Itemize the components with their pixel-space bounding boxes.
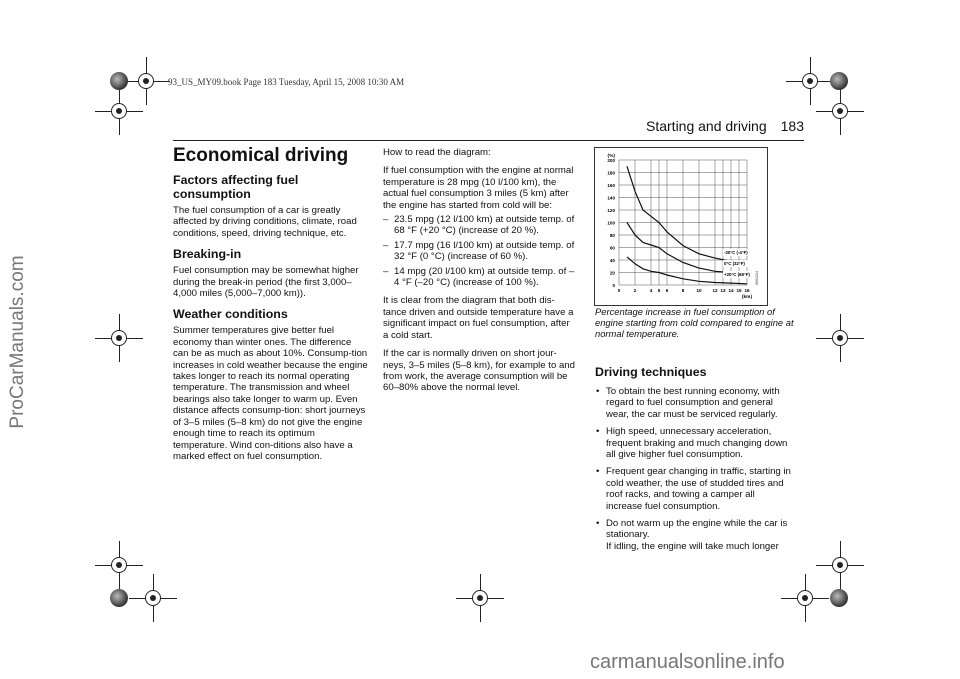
x-tick-label: 15: [736, 288, 742, 293]
y-tick-label: 120: [607, 207, 615, 213]
driving-techniques-list: [595, 386, 791, 552]
right-column: [595, 365, 791, 559]
footer-watermark: carmanualsonline.info: [590, 651, 785, 673]
section-heading: Weather conditions: [173, 307, 288, 322]
list-item: • Do not warm up the engine while the car is stationary. If idling, the engine will take much longer: [595, 518, 791, 552]
section-body: Summer temperatures give better fuel economy than winter ones. The difference can be as much as about 10%. Consump-tion increases in cold weather because the engine takes longer to reach its normal operating temperature. The transmission and wheel bearings also take longer to warm up. Even distance affects consump-tion: short journeys of 3–5 miles (5–8 km) do not give the engine enough time to reach its optimum temperature. Wind con-ditions also have a marked effect on fuel consumption.: [173, 325, 368, 462]
consumption-list: [383, 214, 577, 288]
x-tick-label: 14: [728, 288, 734, 293]
list-item: – 23.5 mpg (12 l/100 km) at outside temp. of 68 °F (+20 °C) (increase of 20 %).: [383, 214, 577, 237]
series-label: 0°C (32°F): [724, 261, 745, 266]
registration-mark: [119, 565, 120, 566]
registration-mark: [840, 565, 841, 566]
x-tick-label: 6: [665, 288, 669, 293]
y-tick-label: 40: [609, 257, 615, 263]
y-tick-label: 0: [612, 282, 615, 288]
section-body: The fuel consumption of a car is greatly affected by driving conditions, climate, road conditions, speed, driving technique, etc.: [173, 205, 357, 239]
y-unit-label: (%): [607, 154, 615, 159]
list-item: – 14 mpg (20 l/100 km) at outside temp. of –4 °F (–20 °C) (increase of 100 %).: [383, 266, 577, 289]
x-tick-label: 10: [696, 288, 702, 293]
header-rule: [173, 140, 804, 141]
x-unit-label: (km): [741, 295, 753, 300]
x-tick-label: 12: [712, 288, 718, 293]
registration-mark: [146, 81, 147, 82]
section-body: Fuel consumption may be somewhat higher during the break-in period (the first 3,000–4,000 miles (5,000–7,000 km)).: [173, 265, 359, 300]
diagram-explanation: If fuel consumption with the engine at normal temperature is 28 mpg (10 l/100 km), the actual fuel consumption 3 miles (5 km) after the engine has started from cold will be:: [383, 165, 574, 211]
list-item: • High speed, unnecessary acceleration, frequent braking and much changing down all give higher fuel consumption.: [595, 426, 791, 460]
fuel-consumption-chart: [594, 147, 768, 306]
registration-mark: [480, 598, 481, 599]
series-label: +20°C (68°F): [724, 272, 750, 277]
section-weather: [173, 307, 369, 462]
y-tick-label: 80: [609, 232, 615, 238]
continuation-text: If idling, the engine will take much longer: [606, 540, 779, 552]
middle-column: [383, 147, 577, 401]
registration-mark: [153, 598, 154, 599]
short-journeys-note: If the car is normally driven on short jour-neys, 3–5 miles (5–8 km), for example to and from work, the average consumption will be 60–80% above the normal level.: [383, 348, 575, 394]
registration-dot: [830, 72, 848, 90]
registration-mark: [840, 111, 841, 112]
registration-mark: [840, 338, 841, 339]
section-breaking-in: [173, 247, 369, 299]
registration-dot: [110, 589, 128, 607]
side-watermark: ProCarManuals.com: [7, 255, 28, 429]
y-tick-label: 20: [609, 270, 615, 276]
page-number: 183: [780, 118, 804, 134]
diagram-intro: How to read the diagram:: [383, 147, 491, 158]
diagram-conclusion: It is clear from the diagram that both dis-tance driven and outside temperature have a significant impact on fuel consumption, after a cold start.: [383, 295, 574, 341]
section-factors: [173, 173, 369, 239]
list-item: • Frequent gear changing in traffic, starting in cold weather, the use of studded tires and roof racks, and towing a camper all increase fuel consumption.: [595, 466, 791, 512]
chart-svg: [595, 148, 767, 305]
list-item: • To obtain the best running economy, with regard to fuel consumption and general wear, the car must be serviced regularly.: [595, 386, 791, 420]
x-tick-label: 5: [657, 288, 661, 293]
registration-mark: [805, 598, 806, 599]
running-head: [560, 118, 804, 134]
series-label: -20°C (-4°F): [724, 250, 748, 255]
x-tick-label: 4: [649, 288, 653, 293]
y-tick-label: 140: [607, 195, 615, 201]
y-tick-label: 200: [607, 157, 615, 163]
series-line: [627, 166, 747, 263]
section-heading: Breaking-in: [173, 247, 242, 262]
x-tick-label: 2: [633, 288, 637, 293]
y-tick-label: 180: [607, 170, 615, 176]
chart-code: 0001234: [755, 271, 759, 285]
registration-dot: [830, 589, 848, 607]
section-title: Starting and driving: [646, 118, 767, 134]
chart-caption: Percentage increase in fuel consumption of engine starting from cold compared to engine at normal temperature.: [595, 306, 794, 339]
registration-dot: [110, 72, 128, 90]
registration-mark: [119, 338, 120, 339]
registration-mark: [810, 81, 811, 82]
x-tick-label: 16: [744, 288, 750, 293]
y-tick-label: 60: [609, 245, 615, 251]
y-tick-label: 100: [607, 220, 615, 226]
registration-mark: [119, 111, 120, 112]
section-heading: Driving techniques: [595, 365, 707, 379]
left-column: [173, 145, 369, 470]
list-item: – 17.7 mpg (16 l/100 km) at outside temp. of 32 °F (0 °C) (increase of 60 %).: [383, 240, 577, 263]
page-title: Economical driving: [173, 145, 349, 166]
section-heading: Factors affecting fuel consumption: [173, 173, 299, 201]
file-header: 93_US_MY09.book Page 183 Tuesday, April 15, 2008 10:30 AM: [168, 77, 405, 87]
x-tick-label: 13: [720, 288, 726, 293]
x-tick-label: 0: [617, 288, 621, 293]
x-tick-label: 8: [681, 288, 685, 293]
y-tick-label: 160: [607, 182, 615, 188]
